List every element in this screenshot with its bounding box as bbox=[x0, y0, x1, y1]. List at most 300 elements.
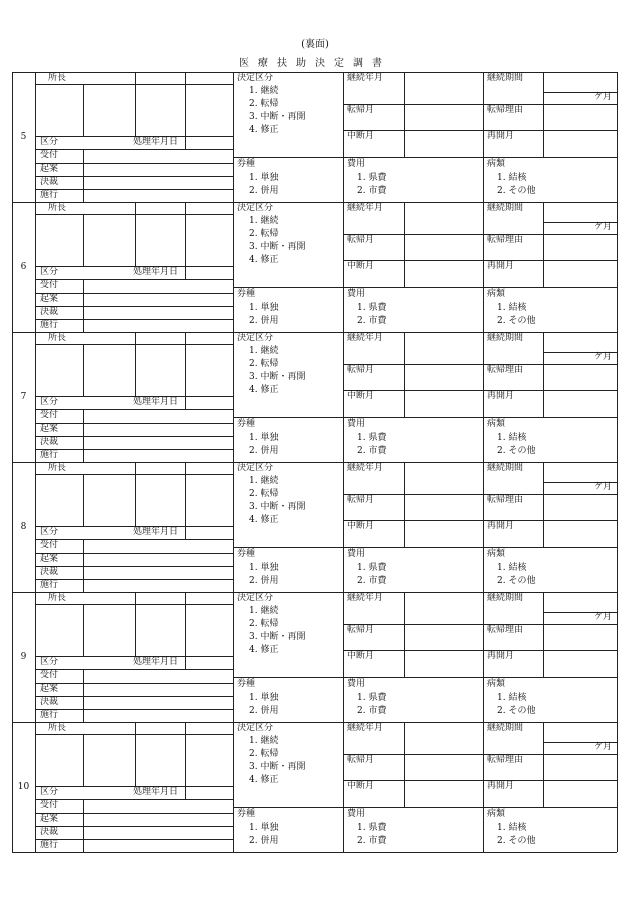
enforced-label: 施行 bbox=[40, 840, 59, 850]
disease-option: 1. 結核 bbox=[497, 173, 527, 183]
continuation-month-input[interactable] bbox=[405, 333, 483, 364]
outcome-reason-label: 転帰理由 bbox=[487, 365, 524, 375]
stamp-cell[interactable] bbox=[36, 735, 83, 786]
ticket-option: 2. 併用 bbox=[249, 316, 279, 326]
disease-option: 1. 結核 bbox=[497, 823, 527, 833]
decision-option: 4. 修正 bbox=[249, 775, 279, 785]
disease-option: 1. 結核 bbox=[497, 303, 527, 313]
enforced-label: 施行 bbox=[40, 710, 59, 720]
decision-option: 2. 転帰 bbox=[249, 229, 279, 239]
middle-panel-divider bbox=[343, 72, 344, 202]
block-right-border bbox=[617, 72, 618, 202]
middle-panel-divider bbox=[343, 592, 344, 722]
disease-label: 病類 bbox=[487, 159, 506, 169]
suspend-month-input[interactable] bbox=[405, 391, 483, 417]
page-title: 医療扶助決定調書 bbox=[239, 58, 391, 69]
chief-label: 所長 bbox=[48, 203, 67, 213]
continuation-period-input[interactable] bbox=[544, 463, 617, 482]
chief-label: 所長 bbox=[48, 593, 67, 603]
page-subtitle: (裏面) bbox=[301, 39, 329, 50]
approved-input[interactable] bbox=[84, 177, 233, 189]
category-label: 区分 bbox=[40, 397, 59, 407]
suspend-month-input[interactable] bbox=[405, 131, 483, 157]
decision-option: 1. 継続 bbox=[249, 736, 279, 746]
outcome-month-label: 転帰月 bbox=[347, 495, 375, 505]
enforced-input[interactable] bbox=[84, 190, 233, 202]
outcome-month-input[interactable] bbox=[405, 235, 483, 260]
block-top-line bbox=[12, 592, 617, 593]
continuation-month-label: 継続年月 bbox=[347, 333, 384, 343]
drafted-label: 起案 bbox=[40, 294, 59, 304]
expense-option: 2. 市費 bbox=[357, 836, 387, 846]
ticket-option: 1. 単独 bbox=[249, 693, 279, 703]
stamp-cell[interactable] bbox=[36, 85, 83, 136]
received-label: 受付 bbox=[40, 540, 59, 550]
ticket-option: 1. 単独 bbox=[249, 303, 279, 313]
ticket-option: 1. 単独 bbox=[249, 823, 279, 833]
rule-line bbox=[343, 807, 617, 808]
expense-label: 費用 bbox=[347, 809, 366, 819]
drafted-input[interactable] bbox=[84, 814, 233, 826]
continuation-period-label: 継続期間 bbox=[487, 73, 524, 83]
ticket-type-label: 券種 bbox=[237, 549, 256, 559]
continuation-month-label: 継続年月 bbox=[347, 593, 384, 603]
outcome-reason-label: 転帰理由 bbox=[487, 495, 524, 505]
process-date-label: 処理年月日 bbox=[133, 657, 179, 667]
ticket-option: 1. 単独 bbox=[249, 563, 279, 573]
expense-option: 2. 市費 bbox=[357, 446, 387, 456]
block-number: 9 bbox=[20, 652, 27, 662]
left-panel-divider bbox=[233, 72, 234, 202]
outcome-month-input[interactable] bbox=[405, 105, 483, 130]
expense-option: 2. 市費 bbox=[357, 576, 387, 586]
disease-label: 病類 bbox=[487, 679, 506, 689]
ticket-option: 2. 併用 bbox=[249, 186, 279, 196]
decision-option: 4. 修正 bbox=[249, 125, 279, 135]
approved-label: 決裁 bbox=[40, 437, 59, 447]
months-unit-label: ケ月 bbox=[594, 92, 613, 102]
rule-line bbox=[343, 157, 617, 158]
enforced-input[interactable] bbox=[84, 450, 233, 462]
process-date-label: 処理年月日 bbox=[133, 527, 179, 537]
received-input[interactable] bbox=[84, 670, 233, 683]
stamp-cell[interactable] bbox=[186, 723, 233, 786]
outcome-reason-label: 転帰理由 bbox=[487, 235, 524, 245]
resume-month-label: 再開月 bbox=[487, 781, 515, 791]
rule-line bbox=[343, 677, 617, 678]
outcome-reason-input[interactable] bbox=[544, 755, 617, 780]
outcome-reason-input[interactable] bbox=[544, 235, 617, 260]
resume-month-label: 再開月 bbox=[487, 261, 515, 271]
expense-label: 費用 bbox=[347, 159, 366, 169]
rule-line bbox=[233, 417, 343, 418]
expense-option: 1. 県費 bbox=[357, 693, 387, 703]
drafted-label: 起案 bbox=[40, 164, 59, 174]
decision-option: 2. 転帰 bbox=[249, 619, 279, 629]
resume-month-input[interactable] bbox=[544, 781, 617, 807]
right-panel-divider bbox=[483, 72, 484, 202]
continuation-month-input[interactable] bbox=[405, 723, 483, 754]
decision-option: 4. 修正 bbox=[249, 385, 279, 395]
suspend-month-label: 中断月 bbox=[347, 521, 375, 531]
suspend-month-input[interactable] bbox=[405, 781, 483, 807]
disease-option: 2. その他 bbox=[497, 316, 536, 326]
expense-label: 費用 bbox=[347, 289, 366, 299]
received-input[interactable] bbox=[84, 410, 233, 423]
received-input[interactable] bbox=[84, 280, 233, 293]
outcome-reason-label: 転帰理由 bbox=[487, 755, 524, 765]
expense-option: 1. 県費 bbox=[357, 303, 387, 313]
stamp-cell[interactable] bbox=[136, 463, 185, 526]
months-unit-label: ケ月 bbox=[594, 612, 613, 622]
continuation-month-label: 継続年月 bbox=[347, 723, 384, 733]
disease-label: 病類 bbox=[487, 549, 506, 559]
decision-type-label: 決定区分 bbox=[237, 723, 274, 733]
decision-option: 2. 転帰 bbox=[249, 359, 279, 369]
category-label: 区分 bbox=[40, 137, 59, 147]
stamp-cell[interactable] bbox=[84, 735, 135, 786]
continuation-month-input[interactable] bbox=[405, 463, 483, 494]
received-label: 受付 bbox=[40, 670, 59, 680]
category-label: 区分 bbox=[40, 657, 59, 667]
stamp-cell[interactable] bbox=[136, 203, 185, 266]
approved-input[interactable] bbox=[84, 307, 233, 319]
chief-label: 所長 bbox=[48, 333, 67, 343]
continuation-period-label: 継続期間 bbox=[487, 203, 524, 213]
continuation-month-label: 継続年月 bbox=[347, 203, 384, 213]
resume-month-label: 再開月 bbox=[487, 651, 515, 661]
expense-option: 2. 市費 bbox=[357, 186, 387, 196]
disease-label: 病類 bbox=[487, 419, 506, 429]
block-right-border bbox=[617, 202, 618, 332]
drafted-label: 起案 bbox=[40, 684, 59, 694]
decision-option: 3. 中断・再開 bbox=[249, 502, 306, 512]
expense-label: 費用 bbox=[347, 419, 366, 429]
disease-option: 2. その他 bbox=[497, 186, 536, 196]
enforced-input[interactable] bbox=[84, 840, 233, 852]
decision-option: 1. 継続 bbox=[249, 476, 279, 486]
enforced-input[interactable] bbox=[84, 710, 233, 722]
rule-line bbox=[343, 417, 617, 418]
continuation-period-label: 継続期間 bbox=[487, 723, 524, 733]
stamp-cell[interactable] bbox=[186, 593, 233, 656]
expense-option: 1. 県費 bbox=[357, 433, 387, 443]
disease-option: 1. 結核 bbox=[497, 433, 527, 443]
middle-panel-divider bbox=[343, 722, 344, 852]
resume-month-input[interactable] bbox=[544, 651, 617, 677]
received-input[interactable] bbox=[84, 540, 233, 553]
continuation-period-input[interactable] bbox=[544, 203, 617, 222]
decision-option: 1. 継続 bbox=[249, 216, 279, 226]
ticket-option: 2. 併用 bbox=[249, 446, 279, 456]
middle-panel-divider bbox=[343, 332, 344, 462]
decision-option: 1. 継続 bbox=[249, 86, 279, 96]
block-right-border bbox=[617, 332, 618, 462]
drafted-input[interactable] bbox=[84, 684, 233, 696]
decision-type-label: 決定区分 bbox=[237, 73, 274, 83]
disease-label: 病類 bbox=[487, 289, 506, 299]
outcome-reason-label: 転帰理由 bbox=[487, 105, 524, 115]
enforced-input[interactable] bbox=[84, 580, 233, 592]
rule-line bbox=[343, 547, 617, 548]
process-date-label: 処理年月日 bbox=[133, 787, 179, 797]
continuation-period-input[interactable] bbox=[544, 73, 617, 92]
decision-option: 3. 中断・再開 bbox=[249, 112, 306, 122]
outcome-month-input[interactable] bbox=[405, 365, 483, 390]
decision-option: 3. 中断・再開 bbox=[249, 632, 306, 642]
outcome-reason-input[interactable] bbox=[544, 365, 617, 390]
disease-option: 1. 結核 bbox=[497, 693, 527, 703]
expense-option: 1. 県費 bbox=[357, 173, 387, 183]
stamp-cell[interactable] bbox=[84, 345, 135, 396]
block-number: 6 bbox=[20, 262, 27, 272]
approved-label: 決裁 bbox=[40, 827, 59, 837]
decision-option: 4. 修正 bbox=[249, 645, 279, 655]
stamp-cell[interactable] bbox=[36, 215, 83, 266]
approved-label: 決裁 bbox=[40, 567, 59, 577]
received-label: 受付 bbox=[40, 410, 59, 420]
continuation-period-label: 継続期間 bbox=[487, 593, 524, 603]
months-unit-label: ケ月 bbox=[594, 222, 613, 232]
chief-label: 所長 bbox=[48, 73, 67, 83]
drafted-label: 起案 bbox=[40, 424, 59, 434]
disease-option: 2. その他 bbox=[497, 576, 536, 586]
continuation-month-input[interactable] bbox=[405, 203, 483, 234]
drafted-label: 起案 bbox=[40, 554, 59, 564]
received-label: 受付 bbox=[40, 800, 59, 810]
months-unit-label: ケ月 bbox=[594, 352, 613, 362]
block-number: 8 bbox=[20, 522, 27, 532]
months-unit-label: ケ月 bbox=[594, 742, 613, 752]
stamp-cell[interactable] bbox=[186, 73, 233, 136]
decision-type-label: 決定区分 bbox=[237, 593, 274, 603]
drafted-input[interactable] bbox=[84, 164, 233, 176]
suspend-month-label: 中断月 bbox=[347, 781, 375, 791]
expense-option: 1. 県費 bbox=[357, 563, 387, 573]
block-top-line bbox=[12, 332, 617, 333]
decision-type-label: 決定区分 bbox=[237, 333, 274, 343]
outcome-month-input[interactable] bbox=[405, 755, 483, 780]
continuation-period-label: 継続期間 bbox=[487, 463, 524, 473]
suspend-month-input[interactable] bbox=[405, 651, 483, 677]
enforced-label: 施行 bbox=[40, 580, 59, 590]
resume-month-label: 再開月 bbox=[487, 391, 515, 401]
rule-line bbox=[233, 677, 343, 678]
category-label: 区分 bbox=[40, 787, 59, 797]
drafted-label: 起案 bbox=[40, 814, 59, 824]
category-label: 区分 bbox=[40, 267, 59, 277]
ticket-type-label: 券種 bbox=[237, 419, 256, 429]
continuation-period-label: 継続期間 bbox=[487, 333, 524, 343]
ticket-option: 2. 併用 bbox=[249, 836, 279, 846]
decision-option: 3. 中断・再開 bbox=[249, 762, 306, 772]
outcome-month-label: 転帰月 bbox=[347, 105, 375, 115]
drafted-input[interactable] bbox=[84, 294, 233, 306]
decision-option: 3. 中断・再開 bbox=[249, 372, 306, 382]
ticket-option: 2. 併用 bbox=[249, 706, 279, 716]
continuation-month-label: 継続年月 bbox=[347, 73, 384, 83]
months-unit-label: ケ月 bbox=[594, 482, 613, 492]
outcome-reason-input[interactable] bbox=[544, 625, 617, 650]
continuation-period-input[interactable] bbox=[544, 593, 617, 612]
outcome-month-label: 転帰月 bbox=[347, 235, 375, 245]
decision-option: 4. 修正 bbox=[249, 255, 279, 265]
approved-input[interactable] bbox=[84, 567, 233, 579]
expense-option: 2. 市費 bbox=[357, 316, 387, 326]
stamp-cell[interactable] bbox=[84, 85, 135, 136]
continuation-month-input[interactable] bbox=[405, 73, 483, 104]
left-panel-divider bbox=[233, 592, 234, 722]
rule-line bbox=[233, 807, 343, 808]
stamp-cell[interactable] bbox=[136, 723, 185, 786]
ticket-type-label: 券種 bbox=[237, 159, 256, 169]
left-panel-divider bbox=[233, 332, 234, 462]
block-number: 7 bbox=[20, 392, 27, 402]
rule-line bbox=[233, 157, 343, 158]
left-panel-divider bbox=[233, 722, 234, 852]
drafted-input[interactable] bbox=[84, 554, 233, 566]
stamp-cell[interactable] bbox=[36, 605, 83, 656]
decision-type-label: 決定区分 bbox=[237, 203, 274, 213]
resume-month-input[interactable] bbox=[544, 131, 617, 157]
decision-option: 4. 修正 bbox=[249, 515, 279, 525]
ticket-type-label: 券種 bbox=[237, 289, 256, 299]
decision-option: 1. 継続 bbox=[249, 606, 279, 616]
block-number: 5 bbox=[20, 132, 27, 142]
resume-month-label: 再開月 bbox=[487, 521, 515, 531]
block-right-border bbox=[617, 462, 618, 592]
ticket-option: 1. 単独 bbox=[249, 173, 279, 183]
outcome-reason-input[interactable] bbox=[544, 495, 617, 520]
stamp-cell[interactable] bbox=[186, 463, 233, 526]
enforced-label: 施行 bbox=[40, 190, 59, 200]
resume-month-label: 再開月 bbox=[487, 131, 515, 141]
approved-label: 決裁 bbox=[40, 697, 59, 707]
expense-label: 費用 bbox=[347, 549, 366, 559]
block-top-line bbox=[12, 202, 617, 203]
suspend-month-input[interactable] bbox=[405, 521, 483, 547]
outcome-reason-label: 転帰理由 bbox=[487, 625, 524, 635]
rule-line bbox=[233, 287, 343, 288]
left-panel-divider bbox=[233, 462, 234, 592]
approved-label: 決裁 bbox=[40, 177, 59, 187]
rule-line bbox=[343, 287, 617, 288]
stamp-cell[interactable] bbox=[186, 333, 233, 396]
stamp-cell[interactable] bbox=[36, 345, 83, 396]
middle-panel-divider bbox=[343, 462, 344, 592]
disease-label: 病類 bbox=[487, 809, 506, 819]
disease-option: 2. その他 bbox=[497, 446, 536, 456]
enforced-input[interactable] bbox=[84, 320, 233, 332]
ticket-type-label: 券種 bbox=[237, 809, 256, 819]
expense-option: 1. 県費 bbox=[357, 823, 387, 833]
approved-input[interactable] bbox=[84, 697, 233, 709]
continuation-period-input[interactable] bbox=[544, 723, 617, 742]
stamp-cell[interactable] bbox=[136, 593, 185, 656]
right-panel-divider bbox=[483, 592, 484, 722]
approved-label: 決裁 bbox=[40, 307, 59, 317]
block-number: 10 bbox=[17, 782, 30, 792]
right-panel-divider bbox=[483, 722, 484, 852]
enforced-label: 施行 bbox=[40, 450, 59, 460]
enforced-label: 施行 bbox=[40, 320, 59, 330]
disease-option: 1. 結核 bbox=[497, 563, 527, 573]
decision-type-label: 決定区分 bbox=[237, 463, 274, 473]
outcome-month-input[interactable] bbox=[405, 625, 483, 650]
chief-label: 所長 bbox=[48, 723, 67, 733]
block-top-line bbox=[12, 462, 617, 463]
chief-label: 所長 bbox=[48, 463, 67, 473]
received-label: 受付 bbox=[40, 280, 59, 290]
received-label: 受付 bbox=[40, 150, 59, 160]
continuation-month-label: 継続年月 bbox=[347, 463, 384, 473]
outcome-month-label: 転帰月 bbox=[347, 365, 375, 375]
stamp-cell[interactable] bbox=[186, 203, 233, 266]
outcome-month-label: 転帰月 bbox=[347, 625, 375, 635]
right-panel-divider bbox=[483, 462, 484, 592]
block-top-line bbox=[12, 722, 617, 723]
stamp-cell[interactable] bbox=[84, 605, 135, 656]
resume-month-input[interactable] bbox=[544, 261, 617, 287]
decision-option: 2. 転帰 bbox=[249, 489, 279, 499]
approved-input[interactable] bbox=[84, 437, 233, 449]
continuation-period-input[interactable] bbox=[544, 333, 617, 352]
outcome-month-label: 転帰月 bbox=[347, 755, 375, 765]
suspend-month-label: 中断月 bbox=[347, 391, 375, 401]
disease-option: 2. その他 bbox=[497, 706, 536, 716]
block-right-border bbox=[617, 722, 618, 852]
stamp-cell[interactable] bbox=[136, 73, 185, 136]
drafted-input[interactable] bbox=[84, 424, 233, 436]
ticket-option: 2. 併用 bbox=[249, 576, 279, 586]
received-input[interactable] bbox=[84, 150, 233, 163]
resume-month-input[interactable] bbox=[544, 521, 617, 547]
outcome-reason-input[interactable] bbox=[544, 105, 617, 130]
process-date-label: 処理年月日 bbox=[133, 267, 179, 277]
middle-panel-divider bbox=[343, 202, 344, 332]
expense-label: 費用 bbox=[347, 679, 366, 689]
right-panel-divider bbox=[483, 332, 484, 462]
resume-month-input[interactable] bbox=[544, 391, 617, 417]
process-date-label: 処理年月日 bbox=[133, 137, 179, 147]
suspend-month-label: 中断月 bbox=[347, 651, 375, 661]
rule-line bbox=[233, 547, 343, 548]
block-top-line bbox=[12, 72, 617, 73]
stamp-cell[interactable] bbox=[84, 215, 135, 266]
suspend-month-input[interactable] bbox=[405, 261, 483, 287]
ticket-type-label: 券種 bbox=[237, 679, 256, 689]
stamp-cell[interactable] bbox=[36, 475, 83, 526]
decision-option: 2. 転帰 bbox=[249, 749, 279, 759]
category-label: 区分 bbox=[40, 527, 59, 537]
right-panel-divider bbox=[483, 202, 484, 332]
block-right-border bbox=[617, 592, 618, 722]
continuation-month-input[interactable] bbox=[405, 593, 483, 624]
approved-input[interactable] bbox=[84, 827, 233, 839]
outcome-month-input[interactable] bbox=[405, 495, 483, 520]
left-panel-divider bbox=[233, 202, 234, 332]
block-bottom-line bbox=[12, 852, 617, 853]
process-date-label: 処理年月日 bbox=[133, 397, 179, 407]
suspend-month-label: 中断月 bbox=[347, 131, 375, 141]
ticket-option: 1. 単独 bbox=[249, 433, 279, 443]
decision-option: 3. 中断・再開 bbox=[249, 242, 306, 252]
stamp-cell[interactable] bbox=[84, 475, 135, 526]
decision-option: 2. 転帰 bbox=[249, 99, 279, 109]
received-input[interactable] bbox=[84, 800, 233, 813]
stamp-cell[interactable] bbox=[136, 333, 185, 396]
decision-option: 1. 継続 bbox=[249, 346, 279, 356]
